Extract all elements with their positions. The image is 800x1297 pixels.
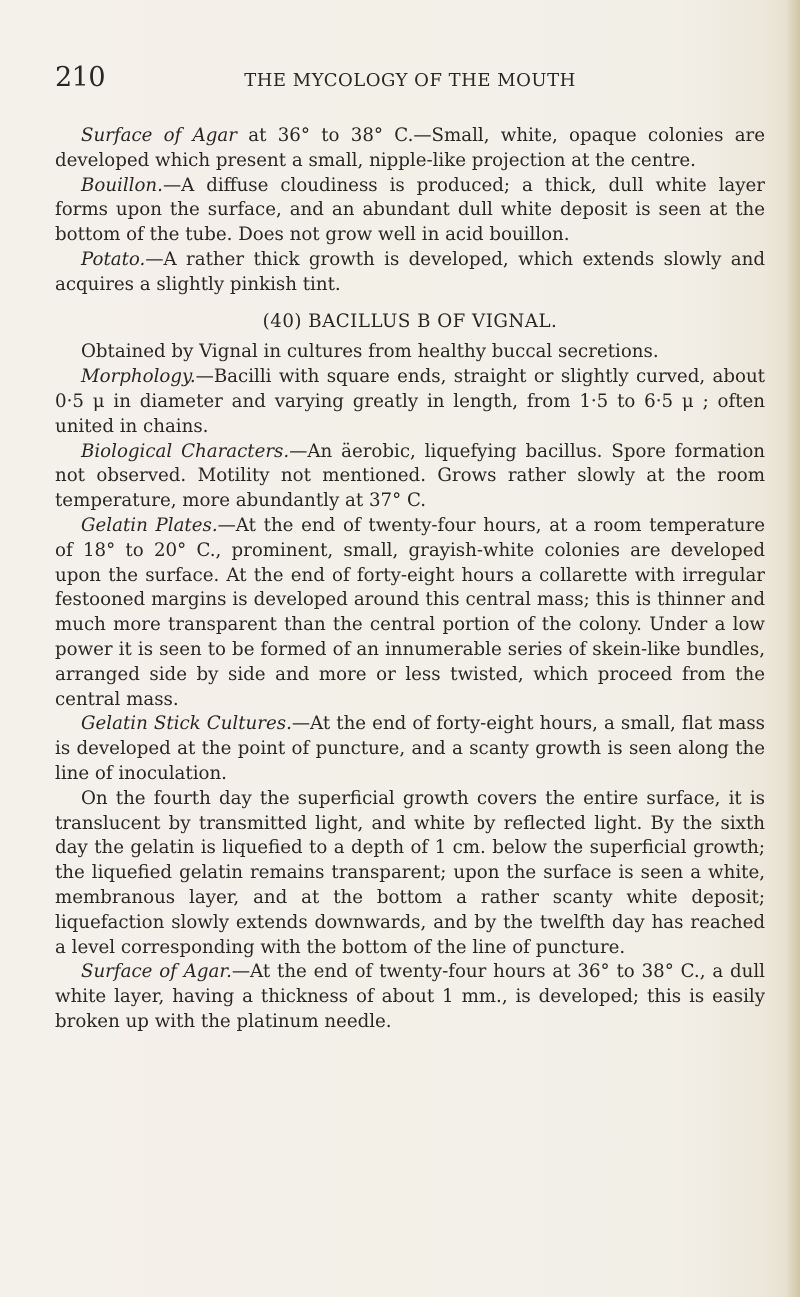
running-head: THE MYCOLOGY OF THE MOUTH bbox=[244, 70, 576, 91]
paragraph-lead: Gelatin Stick Cultures. bbox=[81, 713, 292, 735]
paragraph-text: —A diffuse cloudiness is produced; a thick, dull white layer forms upon the surface, and an abundant dull white deposit is seen at the bottom of the tube. Does not grow well in acid bouillon. bbox=[55, 174, 765, 246]
paragraph-surface-of-agar bbox=[55, 124, 765, 174]
paragraph-lead: Biological Characters. bbox=[81, 440, 290, 462]
paragraph-fourth-day bbox=[55, 787, 765, 961]
page-header bbox=[55, 62, 765, 102]
paragraph-lead: Gelatin Plates. bbox=[81, 514, 218, 536]
paragraph-lead: Surface of Agar. bbox=[81, 961, 232, 983]
paragraph-text: Obtained by Vignal in cultures from healthy buccal secretions. bbox=[81, 341, 659, 363]
paragraph-biological-characters bbox=[55, 440, 765, 514]
paragraph-potato bbox=[55, 248, 765, 298]
paragraph-lead: Morphology. bbox=[81, 366, 196, 388]
paragraph-bouillon bbox=[55, 174, 765, 248]
paragraph-text: —At the end of twenty-four hours, at a room temperature of 18° to 20° C., prominent, small, grayish-white colonies are developed upon the surface. At the end of forty-eight hours a collarette with irregular festooned margins is developed around this central mass; this is thinner and much more transparent than the central portion of the colony. Under a low power it is seen to be formed of an innumerable series of skein-like bundles, arranged side by side and more or less twisted, which proceed from the central mass. bbox=[55, 514, 765, 710]
section-heading: (40) BACILLUS B OF VIGNAL. bbox=[262, 310, 558, 332]
page-edge-shadow bbox=[786, 0, 800, 1297]
paragraph-text: On the fourth day the superficial growth covers the entire surface, it is translucent by transmitted light, and white by reflected light. By the sixth day the gelatin is liquefied to a depth of 1 cm. below the superficial growth; the liquefied gelatin remains transparent; upon the surface is seen a white, membranous layer, and at the bottom a rather scanty white deposit; liquefaction slowly extends downwards, and by the twelfth day has reached a level corresponding with the bottom of the line of puncture. bbox=[55, 787, 765, 958]
paragraph-surface-of-agar-2 bbox=[55, 960, 765, 1034]
paragraph-text: at 36° to 38° C.—Small, white, opaque colonies are developed which present a small, nipple-like projection at the centre. bbox=[55, 125, 765, 171]
paragraph-obtained bbox=[55, 340, 765, 365]
paragraph-text: —At the end of forty-eight hours, a small, flat mass is developed at the point of puncture, and a scanty growth is seen along the line of inoculation. bbox=[55, 713, 766, 784]
paragraph-lead: Surface of Agar bbox=[81, 125, 237, 146]
paragraph-morphology bbox=[55, 365, 765, 439]
paragraph-lead: Potato. bbox=[81, 248, 146, 270]
paragraph-text: —At the end of twenty-four hours at 36° to 38° C., a dull white layer, having a thickness of about 1 mm., is developed; this is easily broken up with the platinum needle. bbox=[55, 961, 765, 1032]
paragraph-gelatin-stick-cultures bbox=[55, 712, 765, 786]
paragraph-text: —An äerobic, liquefying bacillus. Spore formation not observed. Motility not mentioned. Grows rather slowly at the room temperature, more abundantly at 37° C. bbox=[55, 440, 766, 512]
paragraph-text: —A rather thick growth is developed, which extends slowly and acquires a slightly pinkish tint. bbox=[55, 248, 765, 295]
paragraph-text: —Bacilli with square ends, straight or slightly curved, about 0·5 μ in diameter and varying greatly in length, from 1·5 to 6·5 μ ; often united in chains. bbox=[55, 366, 765, 437]
paragraph-lead: Bouillon. bbox=[81, 174, 163, 196]
page-number: 210 bbox=[55, 62, 106, 93]
body-text bbox=[55, 124, 765, 1035]
paragraph-gelatin-plates bbox=[55, 514, 765, 712]
